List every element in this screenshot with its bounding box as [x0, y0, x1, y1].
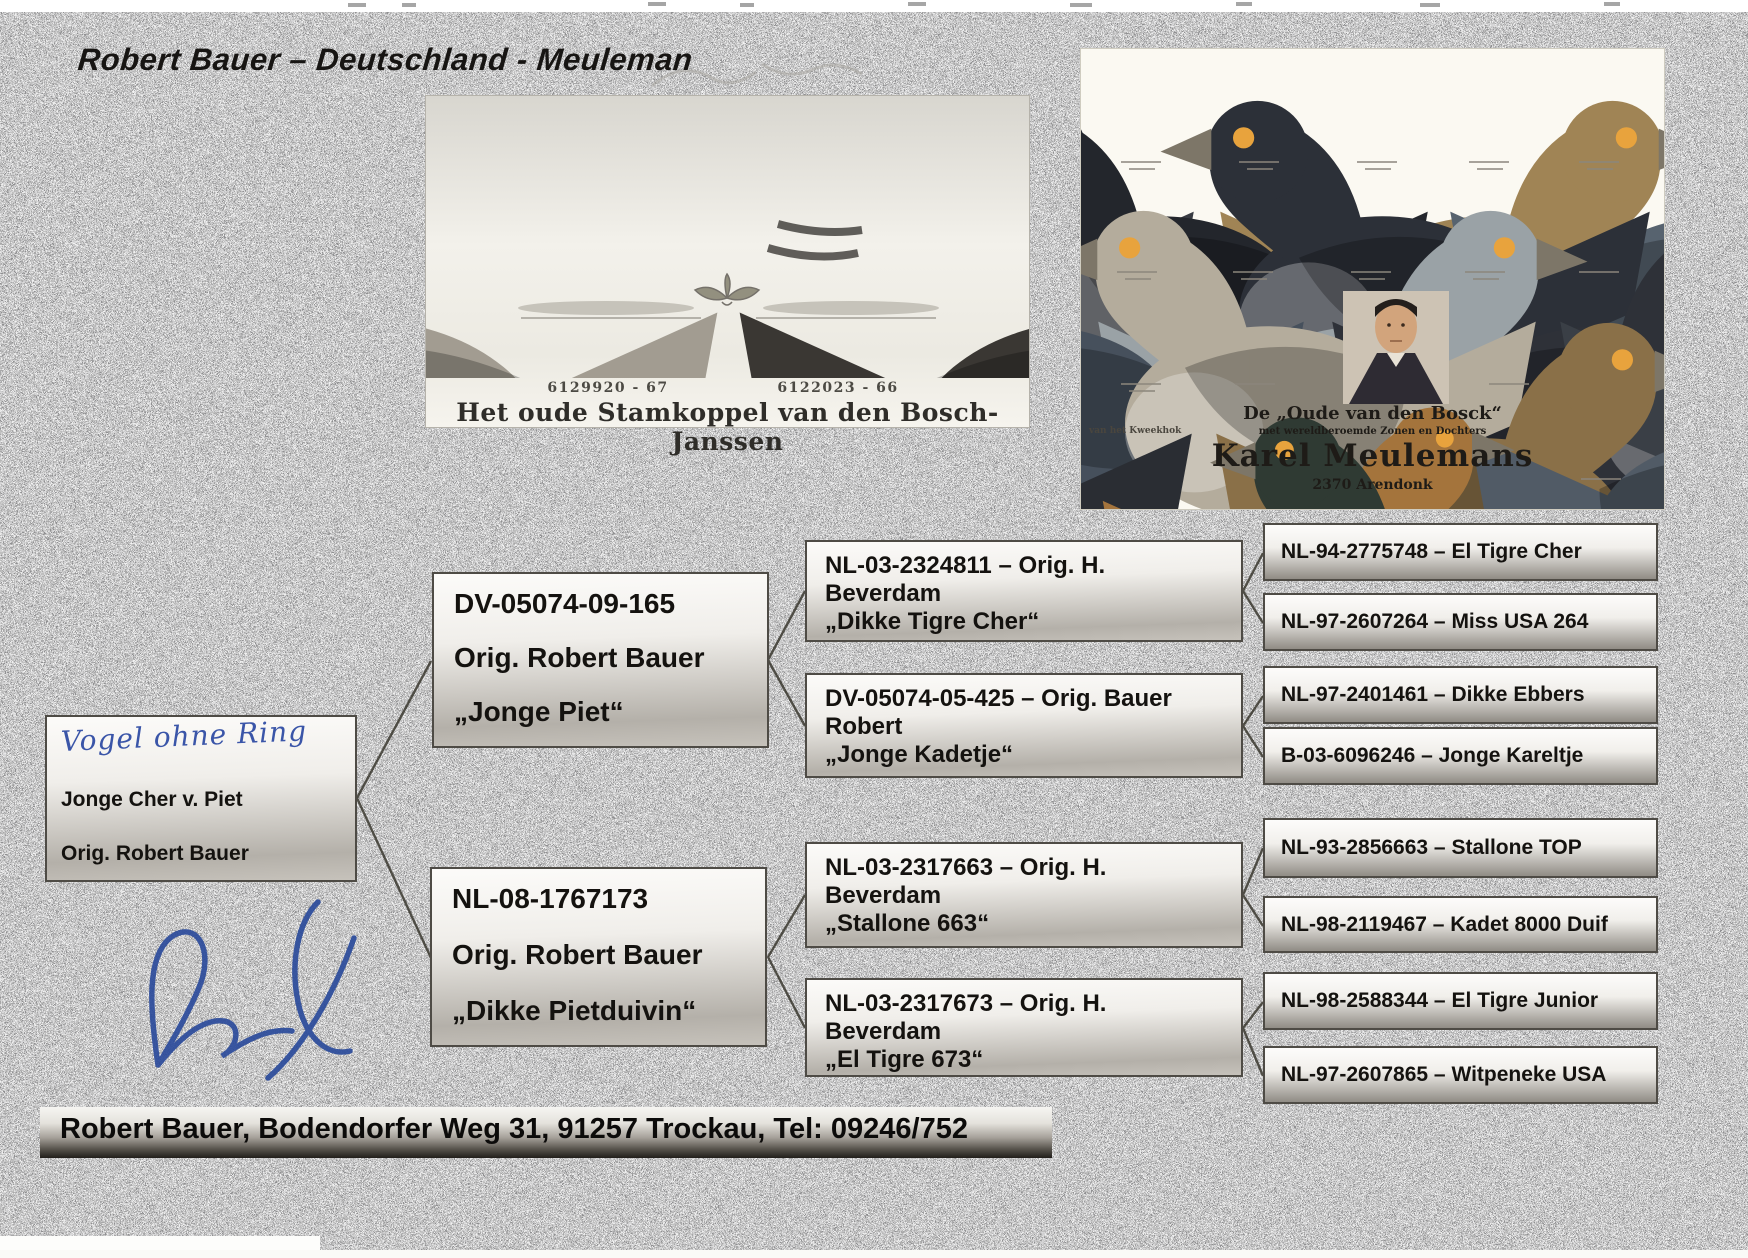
origin-line: Orig. Robert Bauer: [452, 939, 703, 970]
pedigree-box-great-grandparent-2: NL-97-2607264 – Miss USA 264: [1263, 593, 1658, 651]
name-line: „Dikke Pietduivin“: [452, 995, 697, 1026]
pedigree-box-great-grandparent-8: NL-97-2607865 – Witpeneke USA: [1263, 1046, 1658, 1104]
ring-origin-line: NL-03-2317663 – Orig. H. Beverdam: [825, 854, 1107, 909]
handwritten-note: Vogel ohne Ring: [60, 714, 308, 758]
flower-ornament: [695, 274, 759, 305]
document-title: Robert Bauer – Deutschland - Meuleman: [76, 42, 695, 77]
subject-origin: Orig. Robert Bauer: [61, 842, 249, 865]
name-line: „Stallone 663“: [825, 910, 990, 937]
meulemans-poster: [1080, 48, 1665, 510]
photo-caption: Het oude Stamkoppel van den Bosch-Janssen: [456, 398, 999, 456]
pedigree-box-subject: [45, 715, 357, 882]
scan-margin-bottom: [0, 1250, 1748, 1258]
pedigree-box-grandparent-1: [805, 540, 1243, 642]
stamkoppel-photo-image: [426, 96, 1029, 378]
pigeon-illustration: [426, 162, 1029, 378]
pedigree-box-great-grandparent-7: NL-98-2588344 – El Tigre Junior: [1263, 972, 1658, 1030]
scanner-marks: [348, 2, 1620, 7]
ring-origin-line: DV-05074-05-425 – Orig. Bauer Robert: [825, 685, 1172, 740]
ring-number-right: 6122023 - 66: [777, 380, 899, 396]
ring-origin-line: NL-03-2324811 – Orig. H. Beverdam: [825, 552, 1106, 607]
pedigree-box-dam: [430, 867, 767, 1047]
name-line: „Dikke Tigre Cher“: [825, 608, 1040, 635]
pedigree-box-grandparent-4: [805, 978, 1243, 1077]
ring-number: DV-05074-09-165: [454, 588, 676, 619]
poster-title: De „Oude van den Bosck“: [1243, 403, 1502, 424]
name-line: „Jonge Piet“: [454, 696, 624, 727]
pedigree-box-grandparent-2: [805, 673, 1243, 778]
pedigree-box-grandparent-3: [805, 842, 1243, 948]
pedigree-box-great-grandparent-4: B-03-6096246 – Jonge Kareltje: [1263, 727, 1658, 785]
pedigree-box-great-grandparent-1: NL-94-2775748 – El Tigre Cher: [1263, 523, 1658, 581]
poster-address: 2370 Arendonk: [1312, 477, 1433, 493]
ring-number-left: 6129920 - 67: [547, 380, 669, 396]
ring-number: NL-08-1767173: [452, 883, 649, 914]
pedigree-box-great-grandparent-5: NL-93-2856663 – Stallone TOP: [1263, 818, 1658, 878]
ring-origin-line: NL-03-2317673 – Orig. H. Beverdam: [825, 990, 1107, 1045]
poster-breeder-name: Karel Meulemans: [1211, 438, 1534, 474]
pedigree-box-great-grandparent-3: NL-97-2401461 – Dikke Ebbers: [1263, 666, 1658, 724]
footer-address: Robert Bauer, Bodendorfer Weg 31, 91257 Trockau, Tel: 09246/752: [60, 1113, 968, 1145]
pedigree-box-great-grandparent-6: NL-98-2119467 – Kadet 8000 Duif: [1263, 896, 1658, 953]
name-line: „El Tigre 673“: [825, 1046, 984, 1073]
pedigree-box-sire: [432, 572, 769, 748]
subject-name: Jonge Cher v. Piet: [61, 788, 243, 811]
footer-address-bar: [40, 1107, 1052, 1158]
poster-loft-line: van het Kweekhok: [1089, 426, 1182, 436]
breeder-portrait: [1343, 291, 1449, 404]
name-line: „Jonge Kadetje“: [825, 741, 1014, 768]
stamkoppel-photo: [425, 95, 1030, 456]
origin-line: Orig. Robert Bauer: [454, 642, 705, 673]
poster-subtitle: met wereldberoemde Zonen en Dochters: [1258, 426, 1487, 437]
